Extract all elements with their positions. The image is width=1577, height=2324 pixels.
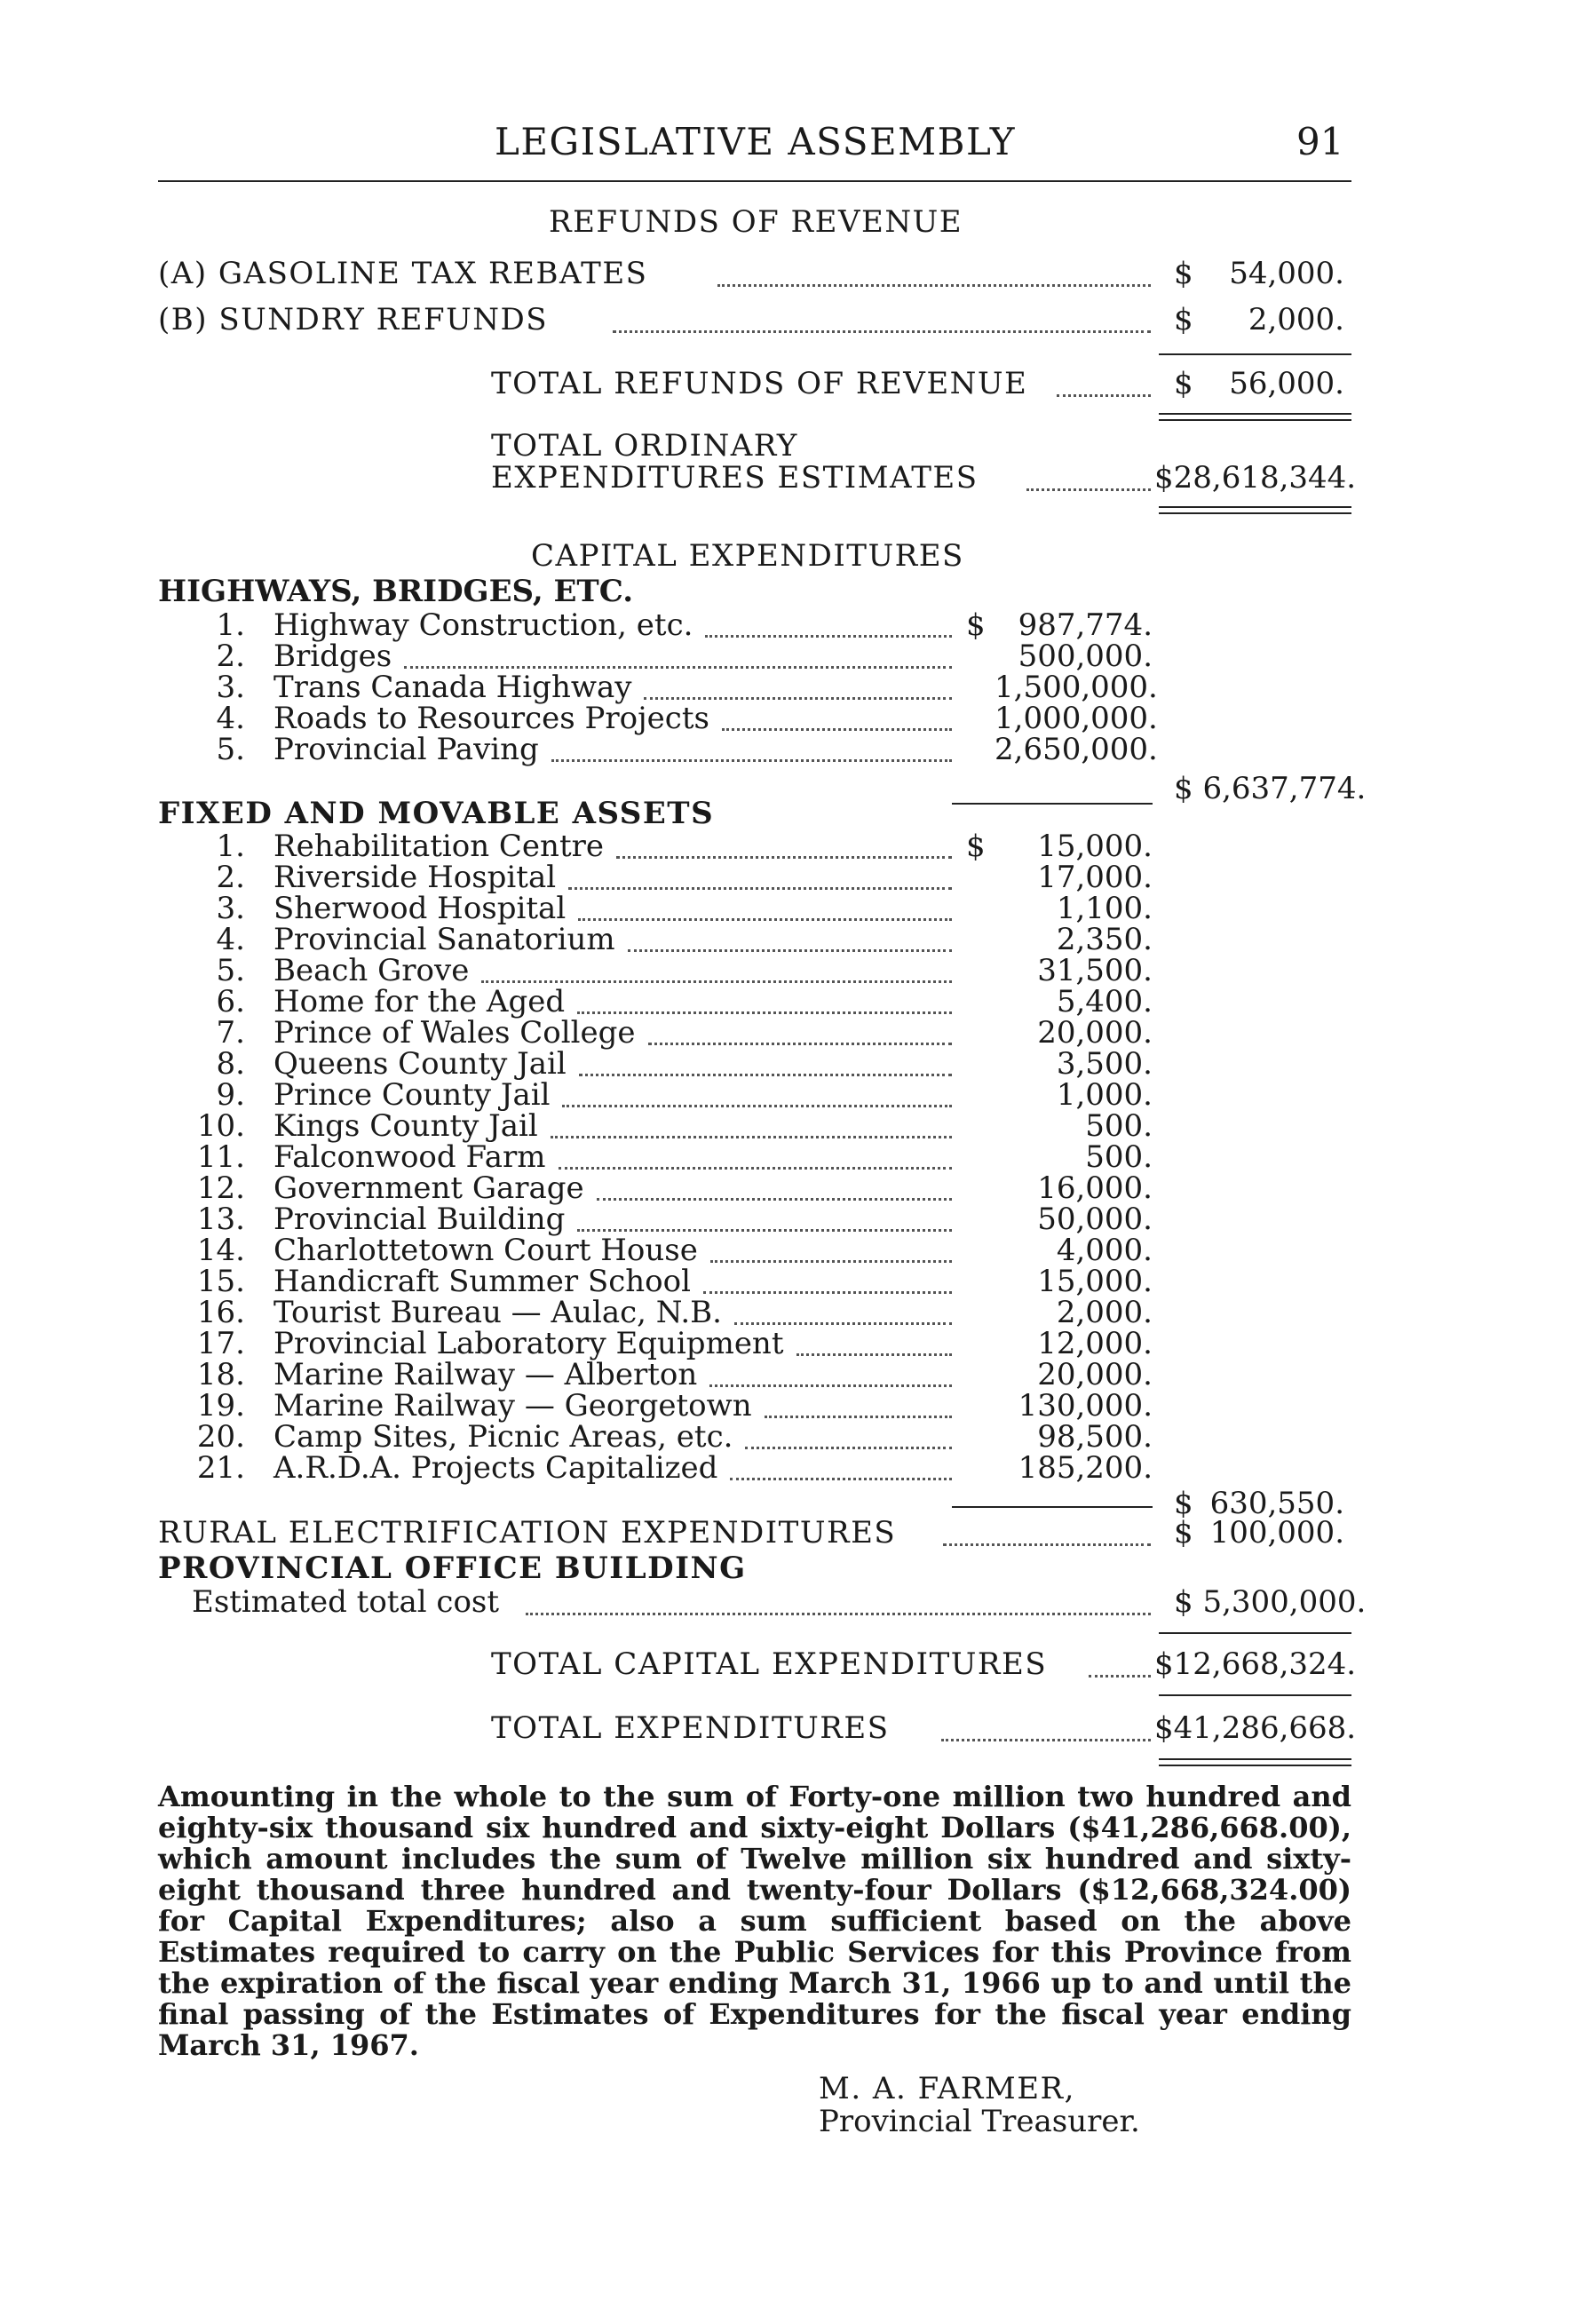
item-amount: 500. <box>1085 1108 1153 1144</box>
office-label: Estimated total cost <box>192 1584 500 1620</box>
highway-item-label: Trans Canada Highway <box>273 670 632 705</box>
asset-item-label: Queens County Jail <box>273 1046 567 1082</box>
total-expenditures-label: TOTAL EXPENDITURES <box>491 1710 890 1746</box>
item-amount: 987,774. <box>1018 607 1153 643</box>
item-number: 7. <box>216 1015 245 1051</box>
item-amount: 3,500. <box>1056 1046 1153 1082</box>
leader-dots <box>703 1291 952 1294</box>
asset-item-label: Prince of Wales College <box>273 1015 636 1051</box>
leader-dots <box>1026 488 1151 491</box>
rural-currency: $ <box>1174 1515 1193 1551</box>
leader-dots <box>616 856 952 859</box>
leader-dots <box>943 1543 1151 1546</box>
sum-rule <box>1159 1694 1351 1696</box>
rural-amount: 100,000. <box>1209 1515 1344 1551</box>
asset-item-label: Camp Sites, Picnic Areas, etc. <box>273 1419 733 1455</box>
highway-item-label: Roads to Resources Projects <box>273 701 709 736</box>
leader-dots <box>941 1739 1151 1741</box>
leader-dots <box>613 330 1151 333</box>
leader-dots <box>734 1322 952 1325</box>
item-number: 17. <box>196 1326 245 1361</box>
leader-dots <box>745 1447 952 1449</box>
refunds-heading: REFUNDS OF REVENUE <box>549 204 963 240</box>
asset-item-label: Marine Railway — Alberton <box>273 1357 698 1392</box>
total-refunds-amount: 56,000. <box>1229 366 1344 401</box>
item-number: 18. <box>196 1357 245 1392</box>
item-amount: 185,200. <box>1018 1450 1153 1486</box>
leader-dots <box>722 728 952 731</box>
leader-dots <box>577 1011 952 1014</box>
asset-item-label: Provincial Building <box>273 1202 566 1237</box>
highways-subtotal: $ 6,637,774. <box>1174 771 1367 806</box>
ordinary-label-line2: EXPENDITURES ESTIMATES <box>491 460 979 496</box>
header-rule <box>158 180 1351 182</box>
asset-item-label: Provincial Sanatorium <box>273 922 615 957</box>
sum-rule <box>1159 353 1351 355</box>
leader-dots <box>568 887 952 890</box>
item-amount: 98,500. <box>1037 1419 1153 1455</box>
total-capital-label: TOTAL CAPITAL EXPENDITURES <box>491 1646 1048 1682</box>
asset-item-label: Rehabilitation Centre <box>273 829 604 864</box>
fixed-subtotal-amount: 630,550. <box>1209 1486 1344 1521</box>
leader-dots <box>765 1416 952 1418</box>
leader-dots <box>559 1167 952 1170</box>
item-amount: 50,000. <box>1037 1202 1153 1237</box>
item-amount: 4,000. <box>1056 1233 1153 1268</box>
total-refunds-currency: $ <box>1174 366 1193 401</box>
total-refunds-label: TOTAL REFUNDS OF REVENUE <box>491 366 1028 401</box>
double-rule <box>1159 1765 1351 1766</box>
item-number: 16. <box>196 1295 245 1330</box>
leader-dots <box>404 666 952 669</box>
highway-item-label: Provincial Paving <box>273 732 539 767</box>
leader-dots <box>709 1384 952 1387</box>
item-number: 15. <box>196 1264 245 1299</box>
leader-dots <box>577 1229 952 1232</box>
item-amount: 31,500. <box>1037 953 1153 988</box>
item-number: 14. <box>196 1233 245 1268</box>
asset-item-label: Handicraft Summer School <box>273 1264 691 1299</box>
leader-dots <box>628 949 952 952</box>
running-head-title: LEGISLATIVE ASSEMBLY <box>495 120 1016 163</box>
item-number: 10. <box>196 1108 245 1144</box>
asset-item-label: Charlottetown Court House <box>273 1233 698 1268</box>
leader-dots <box>579 1074 952 1076</box>
asset-item-label: Marine Railway — Georgetown <box>273 1388 752 1424</box>
item-number: 1. <box>216 829 245 864</box>
refund-item-label: (A) GASOLINE TAX REBATES <box>158 256 648 291</box>
double-rule <box>1159 1758 1351 1760</box>
item-amount: 1,000,000. <box>995 701 1158 736</box>
office-amount: $ 5,300,000. <box>1174 1584 1367 1620</box>
item-amount: 20,000. <box>1037 1015 1153 1051</box>
double-rule <box>1159 413 1351 415</box>
leader-dots <box>710 1260 952 1263</box>
asset-item-label: Provincial Laboratory Equipment <box>273 1326 784 1361</box>
item-currency: $ <box>966 607 986 643</box>
item-amount: 2,000. <box>1056 1295 1153 1330</box>
leader-dots <box>578 918 952 921</box>
page-number: 91 <box>1296 120 1344 163</box>
refund-item-amount: 54,000. <box>1229 256 1344 291</box>
item-number: 8. <box>216 1046 245 1082</box>
asset-item-label: Sherwood Hospital <box>273 891 567 926</box>
leader-dots <box>526 1613 1151 1615</box>
item-amount: 2,350. <box>1056 922 1153 957</box>
item-number: 1. <box>216 607 245 643</box>
item-number: 21. <box>196 1450 245 1486</box>
leader-dots <box>597 1198 952 1201</box>
leader-dots <box>717 284 1151 287</box>
asset-item-label: Home for the Aged <box>273 984 566 1019</box>
item-amount: 130,000. <box>1018 1388 1153 1424</box>
item-amount: 5,400. <box>1056 984 1153 1019</box>
refund-item-amount: 2,000. <box>1248 302 1344 337</box>
leader-dots <box>705 635 952 638</box>
leader-dots <box>1089 1675 1151 1678</box>
ordinary-label-line1: TOTAL ORDINARY <box>491 428 798 464</box>
item-number: 19. <box>196 1388 245 1424</box>
item-amount: 12,000. <box>1037 1326 1153 1361</box>
item-number: 5. <box>216 732 245 767</box>
item-number: 2. <box>216 860 245 895</box>
item-amount: 17,000. <box>1037 860 1153 895</box>
highway-item-label: Highway Construction, etc. <box>273 607 693 643</box>
leader-dots <box>551 1136 952 1138</box>
fixed-subtotal-currency: $ <box>1174 1486 1193 1521</box>
signatory-title: Provincial Treasurer. <box>819 2104 1140 2139</box>
item-amount: 16,000. <box>1037 1170 1153 1206</box>
item-number: 3. <box>216 891 245 926</box>
rural-label: RURAL ELECTRIFICATION EXPENDITURES <box>158 1515 897 1551</box>
item-number: 4. <box>216 701 245 736</box>
asset-item-label: Falconwood Farm <box>273 1139 546 1175</box>
leader-dots <box>481 980 952 983</box>
item-number: 12. <box>196 1170 245 1206</box>
double-rule <box>1159 506 1351 508</box>
asset-item-label: Government Garage <box>273 1170 584 1206</box>
double-rule <box>1159 512 1351 514</box>
item-number: 3. <box>216 670 245 705</box>
total-capital-amount: $12,668,324. <box>1154 1646 1357 1682</box>
fixed-assets-heading: FIXED AND MOVABLE ASSETS <box>158 796 715 831</box>
office-heading: PROVINCIAL OFFICE BUILDING <box>158 1551 747 1586</box>
item-amount: 500,000. <box>1018 639 1153 674</box>
leader-dots <box>551 759 952 762</box>
refund-item-currency: $ <box>1174 256 1193 291</box>
leader-dots <box>796 1353 952 1356</box>
sum-rule <box>1159 1632 1351 1634</box>
item-amount: 15,000. <box>1037 829 1153 864</box>
refund-item-label: (B) SUNDRY REFUNDS <box>158 302 549 337</box>
item-currency: $ <box>966 829 986 864</box>
leader-dots <box>562 1105 952 1107</box>
asset-item-label: Tourist Bureau — Aulac, N.B. <box>273 1295 722 1330</box>
refund-item-currency: $ <box>1174 302 1193 337</box>
item-amount: 1,500,000. <box>995 670 1158 705</box>
highways-heading: HIGHWAYS, BRIDGES, ETC. <box>158 574 634 609</box>
item-amount: 20,000. <box>1037 1357 1153 1392</box>
asset-item-label: Riverside Hospital <box>273 860 557 895</box>
leader-dots <box>1057 394 1151 397</box>
item-amount: 15,000. <box>1037 1264 1153 1299</box>
item-number: 5. <box>216 953 245 988</box>
total-expenditures-amount: $41,286,668. <box>1154 1710 1357 1746</box>
item-number: 9. <box>216 1077 245 1113</box>
asset-item-label: Kings County Jail <box>273 1108 538 1144</box>
asset-item-label: Beach Grove <box>273 953 470 988</box>
asset-item-label: A.R.D.A. Projects Capitalized <box>273 1450 718 1486</box>
double-rule <box>1159 419 1351 421</box>
item-number: 11. <box>196 1139 245 1175</box>
leader-dots <box>730 1478 952 1480</box>
item-number: 2. <box>216 639 245 674</box>
highway-item-label: Bridges <box>273 639 392 674</box>
signatory-name: M. A. FARMER, <box>819 2071 1075 2106</box>
item-amount: 1,000. <box>1056 1077 1153 1113</box>
leader-dots <box>648 1043 952 1045</box>
item-amount: 1,100. <box>1056 891 1153 926</box>
capital-heading: CAPITAL EXPENDITURES <box>531 538 964 574</box>
item-number: 6. <box>216 984 245 1019</box>
asset-item-label: Prince County Jail <box>273 1077 551 1113</box>
item-number: 4. <box>216 922 245 957</box>
ordinary-total-amount: $28,618,344. <box>1154 460 1357 496</box>
item-number: 13. <box>196 1202 245 1237</box>
leader-dots <box>644 697 952 700</box>
item-number: 20. <box>196 1419 245 1455</box>
item-amount: 500. <box>1085 1139 1153 1175</box>
resolution-paragraph: Amounting in the whole to the sum of Forty-one million two hundred and eighty-six thousand six hundred and sixty-eight Dollars ($41,286,668.00), which amount includes the sum of Twelve million six hundred and sixty-eight thousand three hundred and twenty-four Dollars ($12,668,324.00) for Capital Expenditures; also a sum sufficient based on the above Estimates required to carry on the Public Services for this Province from the expiration of the fiscal year ending March 31, 1966 up to and until the final passing of the Estimates of Expenditures for the fiscal year ending March 31, 1967. <box>158 1780 1351 2062</box>
item-amount: 2,650,000. <box>995 732 1158 767</box>
subtotal-rule <box>952 803 1153 805</box>
subtotal-rule <box>952 1506 1153 1508</box>
